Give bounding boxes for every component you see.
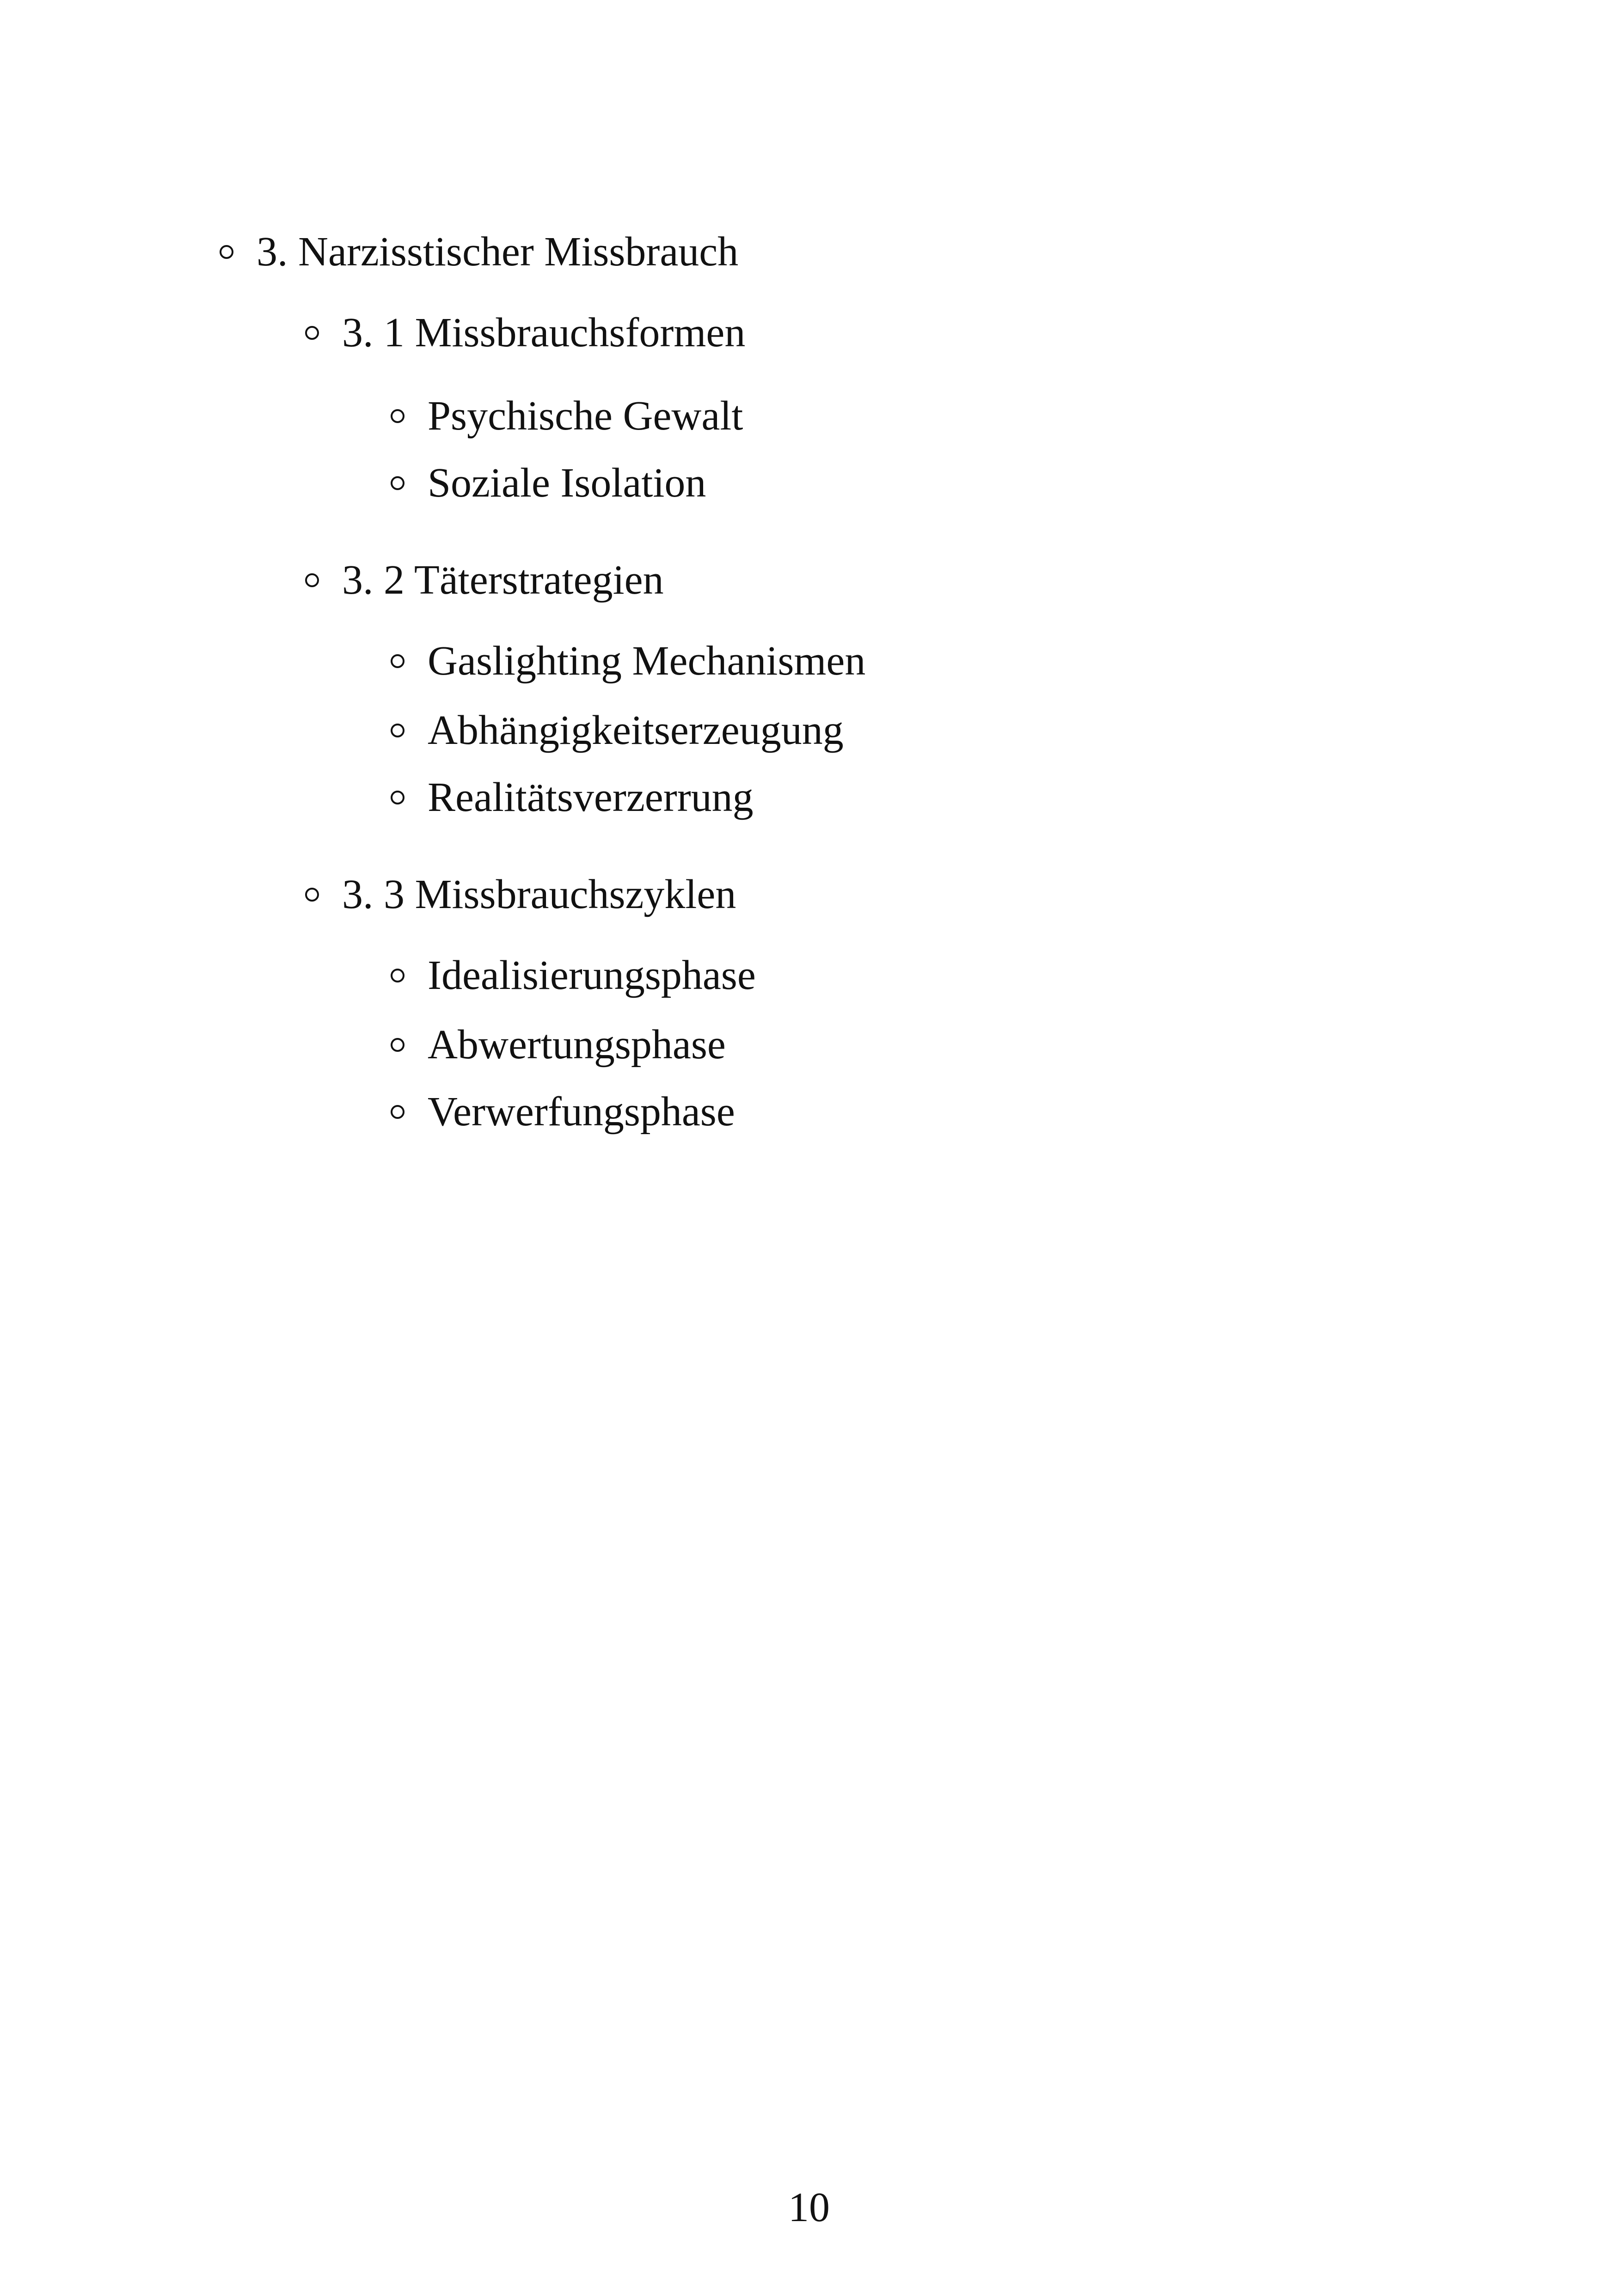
list-item [391, 1087, 735, 1137]
circle-bullet-icon [220, 245, 233, 259]
circle-bullet-icon [305, 888, 319, 902]
list-item-label: Realitätsverzerrung [428, 774, 754, 820]
circle-bullet-icon [391, 409, 404, 423]
list-item-label: Gaslighting Mechanismen [428, 638, 866, 684]
list-item-label: Abhängigkeitserzeugung [428, 707, 844, 753]
section-label: 3. 2 Täterstrategien [342, 557, 664, 603]
list-item-label: Abwertungsphase [428, 1022, 726, 1068]
circle-bullet-icon [391, 1105, 404, 1119]
circle-bullet-icon [391, 791, 404, 804]
heading-label: 3. Narzisstischer Missbrauch [257, 229, 739, 275]
list-item [391, 772, 754, 823]
section-title-1 [305, 307, 745, 358]
list-item-label: Idealisierungsphase [428, 952, 756, 998]
circle-bullet-icon [391, 969, 404, 982]
circle-bullet-icon [305, 326, 319, 340]
list-item [391, 950, 756, 1001]
section-title-2 [305, 555, 664, 606]
section-label: 3. 3 Missbrauchszyklen [342, 872, 736, 917]
circle-bullet-icon [391, 476, 404, 490]
list-item [391, 391, 743, 442]
list-item-label: Psychische Gewalt [428, 393, 743, 439]
list-item-label: Soziale Isolation [428, 460, 706, 506]
circle-bullet-icon [391, 724, 404, 737]
list-item [391, 705, 844, 756]
page-number: 10 [788, 2185, 830, 2230]
list-item-label: Verwerfungsphase [428, 1089, 735, 1135]
circle-bullet-icon [305, 573, 319, 587]
list-item [391, 1019, 726, 1070]
list-item [391, 458, 706, 509]
section-label: 3. 1 Missbrauchsformen [342, 310, 746, 356]
section-title-3 [305, 869, 736, 920]
circle-bullet-icon [391, 1038, 404, 1052]
outline-heading [220, 227, 738, 277]
circle-bullet-icon [391, 654, 404, 668]
list-item [391, 636, 865, 687]
